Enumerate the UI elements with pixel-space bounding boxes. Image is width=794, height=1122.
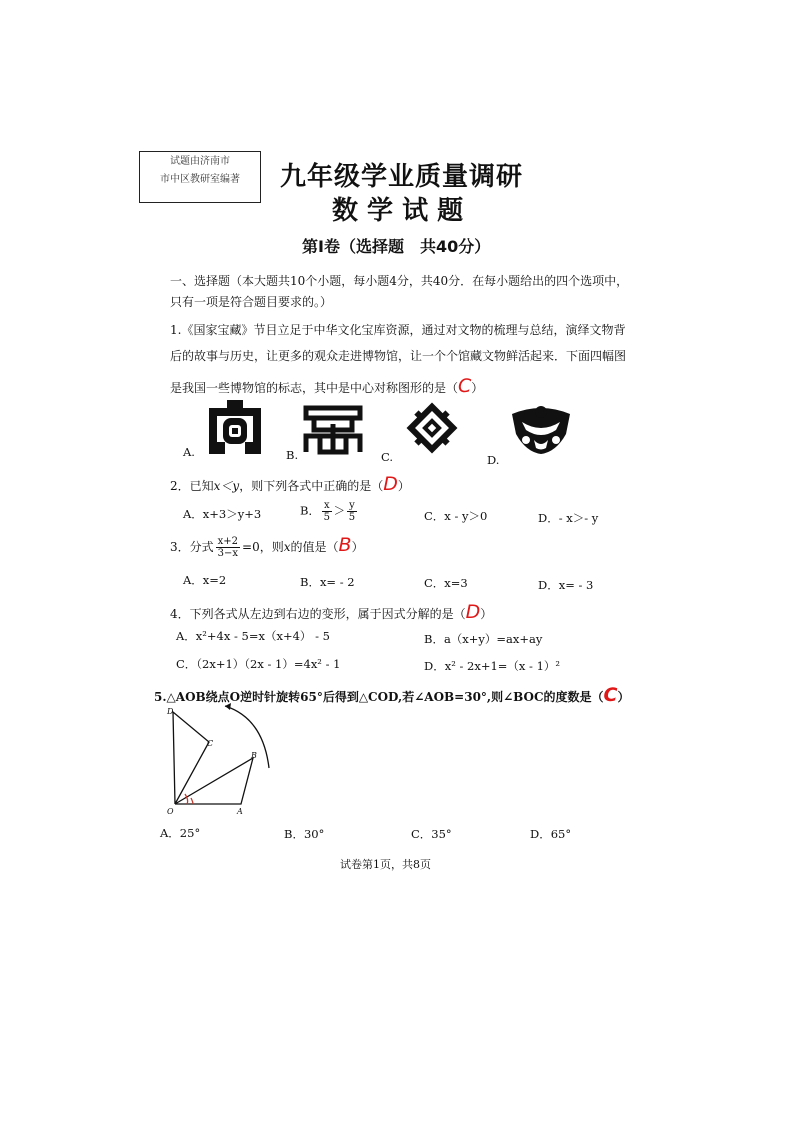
- q1-stem: 是我国一些博物馆的标志，其中是中心对称图形的是（: [170, 381, 459, 395]
- q2-frac-y-num: y: [349, 500, 355, 511]
- q5-rotation-figure: [165, 700, 277, 820]
- q4-close-paren: ）: [480, 607, 493, 621]
- q1-option-b: B.: [286, 448, 299, 462]
- q5-option-b: B．30°: [284, 827, 325, 841]
- author-stamp: [139, 151, 261, 203]
- q2-frac-y-den: 5: [348, 512, 356, 523]
- q3-stem-line: [170, 534, 364, 559]
- q2-stem-line: [170, 473, 410, 495]
- label-c: C: [207, 739, 214, 748]
- q2-frac-x-num: x: [323, 500, 330, 511]
- q2-stem-start: 2．已知: [170, 479, 214, 493]
- q2-fraction-y: [347, 500, 357, 523]
- q1-line-3: [170, 375, 483, 397]
- triangle-cod: [173, 712, 209, 804]
- q3-fraction-den: 3−x: [217, 548, 239, 559]
- q1-close-paren: ）: [471, 381, 484, 395]
- stamp-line-2: 市中区教研室编著: [160, 174, 240, 185]
- angle-mark-2: [185, 794, 188, 804]
- q3-option-c: C．x=3: [424, 576, 468, 590]
- q5-close-paren: ）: [617, 690, 630, 704]
- instructions-line-2: 只有一项是符合题目要求的。）: [170, 295, 333, 309]
- q4-option-b: B．a（x+y）=ax+ay: [424, 632, 543, 646]
- section-title: 第Ⅰ卷（选择题 共40分）: [302, 237, 491, 256]
- q4-option-c: C．（2x+1）（2x - 1）=4x² - 1: [176, 657, 341, 671]
- q3-option-b: B．x= - 2: [300, 575, 355, 589]
- q3-stem-mid: =0，则: [242, 540, 284, 554]
- q4-option-d: D．x² - 2x+1=（x - 1）²: [424, 659, 561, 673]
- q3-option-a: A．x=2: [183, 573, 227, 587]
- q2-close-paren: ）: [397, 479, 410, 493]
- q3-handwritten-answer: B: [338, 534, 352, 556]
- q2-option-d: D．- x＞- y: [538, 511, 599, 525]
- q1-handwritten-answer: C: [458, 375, 472, 397]
- label-a: A: [237, 807, 243, 816]
- q3-fraction: [216, 536, 240, 559]
- q3-option-d: D．x= - 3: [538, 578, 594, 592]
- rotation-arc: [225, 706, 269, 768]
- q5-stem: 5.△AOB绕点O逆时针旋转65°后得到△COD,若∠AOB=30°,则∠BOC的度数是（: [154, 690, 604, 704]
- q4-option-a: A．x²+4x - 5=x（x+4） - 5: [176, 629, 330, 643]
- q5-option-d: D．65°: [530, 827, 572, 841]
- q2-handwritten-answer: D: [383, 473, 398, 495]
- q4-stem: 4．下列各式从左边到右边的变形，属于因式分解的是（: [170, 607, 466, 621]
- q2-option-c: C．x - y＞0: [424, 509, 488, 523]
- q3-stem-end: 的值是（: [290, 540, 339, 554]
- museum-logo-b: [302, 404, 364, 456]
- q2-option-b: [300, 500, 359, 523]
- q5-option-c: C．35°: [411, 827, 452, 841]
- q1-line-1: 1.《国家宝藏》节目立足于中华文化宝库资源，通过对文物的梳理与总结，演绎文物背: [170, 323, 626, 337]
- rotation-arrowhead: [225, 703, 231, 710]
- q2-frac-x-den: 5: [323, 512, 330, 523]
- q2-option-a: A．x+3＞y+3: [183, 507, 262, 521]
- label-o: O: [167, 807, 174, 816]
- q5-option-a: A．25°: [160, 826, 201, 840]
- q4-handwritten-answer: D: [465, 601, 481, 623]
- q1-line-2: 后的故事与历史，让更多的观众走进博物馆，让一个个馆藏文物鲜活起来．下面四幅图: [170, 349, 627, 363]
- q3-variable: x: [283, 540, 291, 554]
- label-d: D: [167, 707, 174, 716]
- angle-mark-1: [191, 798, 193, 804]
- q1-option-c: C.: [381, 450, 394, 464]
- museum-logo-d: [506, 404, 576, 456]
- q2-fraction-x: [322, 500, 332, 523]
- q1-option-a: A.: [183, 445, 195, 459]
- page-footer: 试卷第1页，共8页: [340, 858, 431, 871]
- q3-close-paren: ）: [351, 540, 364, 554]
- exam-subtitle: 数 学 试 题: [332, 196, 464, 226]
- q2-condition: x＜y: [213, 479, 240, 493]
- stamp-line-1: 试题由济南市: [170, 156, 230, 167]
- instructions-line-1: 一、选择题（本大题共10个小题，每小题4分，共40分．在每小题给出的四个选项中，: [170, 274, 629, 288]
- museum-logo-a: [205, 398, 265, 456]
- q1-option-d: D.: [487, 453, 500, 467]
- q3-fraction-num: x+2: [217, 536, 239, 547]
- q2-option-b-label: B．: [300, 503, 320, 518]
- museum-logo-c: [402, 402, 462, 454]
- label-b: B: [251, 751, 257, 760]
- q3-stem-start: 3．分式: [170, 540, 214, 554]
- exam-title: 九年级学业质量调研: [280, 162, 524, 192]
- q4-stem-line: [170, 601, 492, 623]
- q2-gt-sign: ＞: [333, 503, 346, 518]
- q2-stem-end: ，则下列各式中正确的是（: [239, 479, 384, 493]
- q5-handwritten-answer: C: [603, 684, 618, 706]
